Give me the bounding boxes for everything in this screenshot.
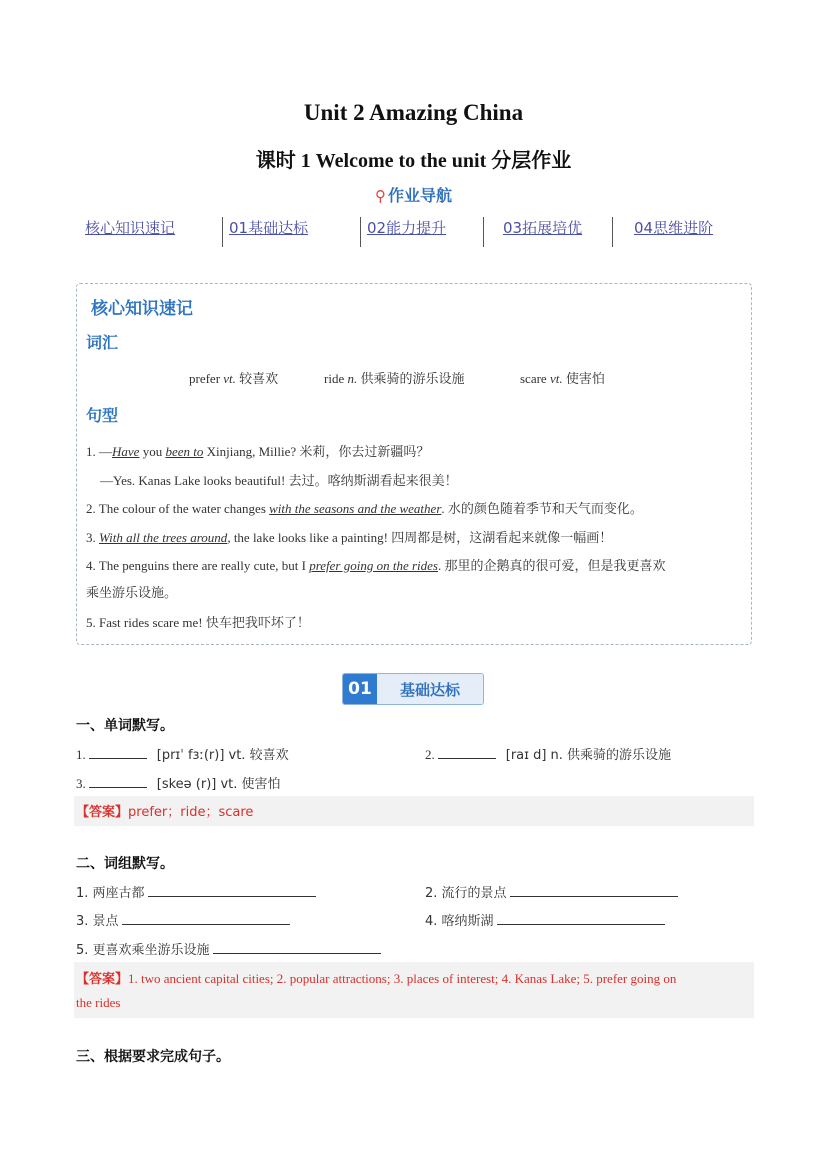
- sentence-5: 5. Fast rides scare me! 快车把我吓坏了！: [86, 615, 310, 631]
- nav-link-03[interactable]: 03拓展培优: [503, 219, 583, 237]
- sentence-heading: 句型: [86, 406, 119, 425]
- sentence-1a: 1. —Have you been to Xinjiang, Millie? 米莉，你去过新疆吗？: [86, 444, 430, 460]
- answer-blank[interactable]: [89, 746, 147, 759]
- sentence-4-cont: 乘坐游乐设施。: [86, 586, 178, 601]
- nav-divider: [222, 217, 223, 247]
- knowledge-box: [76, 283, 752, 645]
- answer-blank[interactable]: [213, 941, 381, 954]
- q2-item-3: 3. 景点: [76, 910, 290, 929]
- nav-link-04[interactable]: 04思维进阶: [634, 219, 714, 237]
- answer-blank[interactable]: [148, 884, 316, 897]
- nav-link-01[interactable]: 01基础达标: [229, 219, 309, 237]
- answer-blank[interactable]: [497, 912, 665, 925]
- nav-divider: [483, 217, 484, 247]
- sentence-2: 2. The colour of the water changes with the seasons and the weather. 水的颜色随着季节和天气而变化。: [86, 501, 643, 517]
- sentence-3: 3. With all the trees around, the lake looks like a painting! 四周都是树，这湖看起来就像一幅画！: [86, 530, 613, 546]
- answer-blank[interactable]: [438, 746, 496, 759]
- question-2-title: 二、词组默写。: [76, 856, 174, 872]
- vocab-item: prefer vt. 较喜欢: [189, 371, 279, 387]
- q1-item-3: 3. [skeə (r)] vt. 使害怕: [76, 776, 281, 792]
- question-3-title: 三、根据要求完成句子。: [76, 1049, 230, 1065]
- question-1-title: 一、单词默写。: [76, 718, 174, 734]
- sentence-1b: —Yes. Kanas Lake looks beautiful! 去过。喀纳斯湖看起来很美！: [100, 473, 458, 489]
- section-badge-01: [342, 673, 484, 705]
- vocab-item: ride n. 供乘骑的游乐设施: [324, 371, 465, 387]
- vocab-heading: 词汇: [86, 333, 119, 352]
- q1-item-2: 2. [raɪ d] n. 供乘骑的游乐设施: [425, 747, 672, 763]
- nav-divider: [612, 217, 613, 247]
- nav-link-02[interactable]: 02能力提升: [367, 219, 447, 237]
- location-pin-icon: ⚲: [374, 187, 386, 205]
- nav-divider: [360, 217, 361, 247]
- q2-item-4: 4. 喀纳斯湖: [425, 910, 665, 929]
- page-title: Unit 2 Amazing China: [303, 100, 524, 125]
- q2-item-5: 5. 更喜欢乘坐游乐设施: [76, 939, 381, 958]
- page-subtitle: 课时 1 Welcome to the unit 分层作业: [255, 150, 572, 172]
- knowledge-title: 核心知识速记: [91, 299, 193, 319]
- sentence-4: 4. The penguins there are really cute, but I prefer going on the rides. 那里的企鹅真的很可爱，但是我更喜欢: [86, 558, 666, 574]
- q1-item-1: 1. [prɪˈ fɜː(r)] vt. 较喜欢: [76, 747, 289, 763]
- answer-box-1: 【答案】prefer；ride；scare: [74, 796, 754, 826]
- section-label: 基础达标: [377, 674, 483, 704]
- q2-item-1: 1. 两座古都: [76, 882, 316, 901]
- q2-item-2: 2. 流行的景点: [425, 882, 678, 901]
- answer-blank[interactable]: [122, 912, 290, 925]
- answer-blank[interactable]: [89, 775, 147, 788]
- section-number: 01: [343, 674, 377, 704]
- answer-blank[interactable]: [510, 884, 678, 897]
- nav-heading: ⚲ 作业导航: [374, 186, 452, 205]
- vocab-item: scare vt. 使害怕: [520, 371, 605, 387]
- answer-box-2: 【答案】1. two ancient capital cities; 2. popular attractions; 3. places of interest; 4. Kanas Lake; 5. prefer going on the rides: [74, 962, 754, 1018]
- nav-link-core-knowledge[interactable]: 核心知识速记: [85, 219, 176, 237]
